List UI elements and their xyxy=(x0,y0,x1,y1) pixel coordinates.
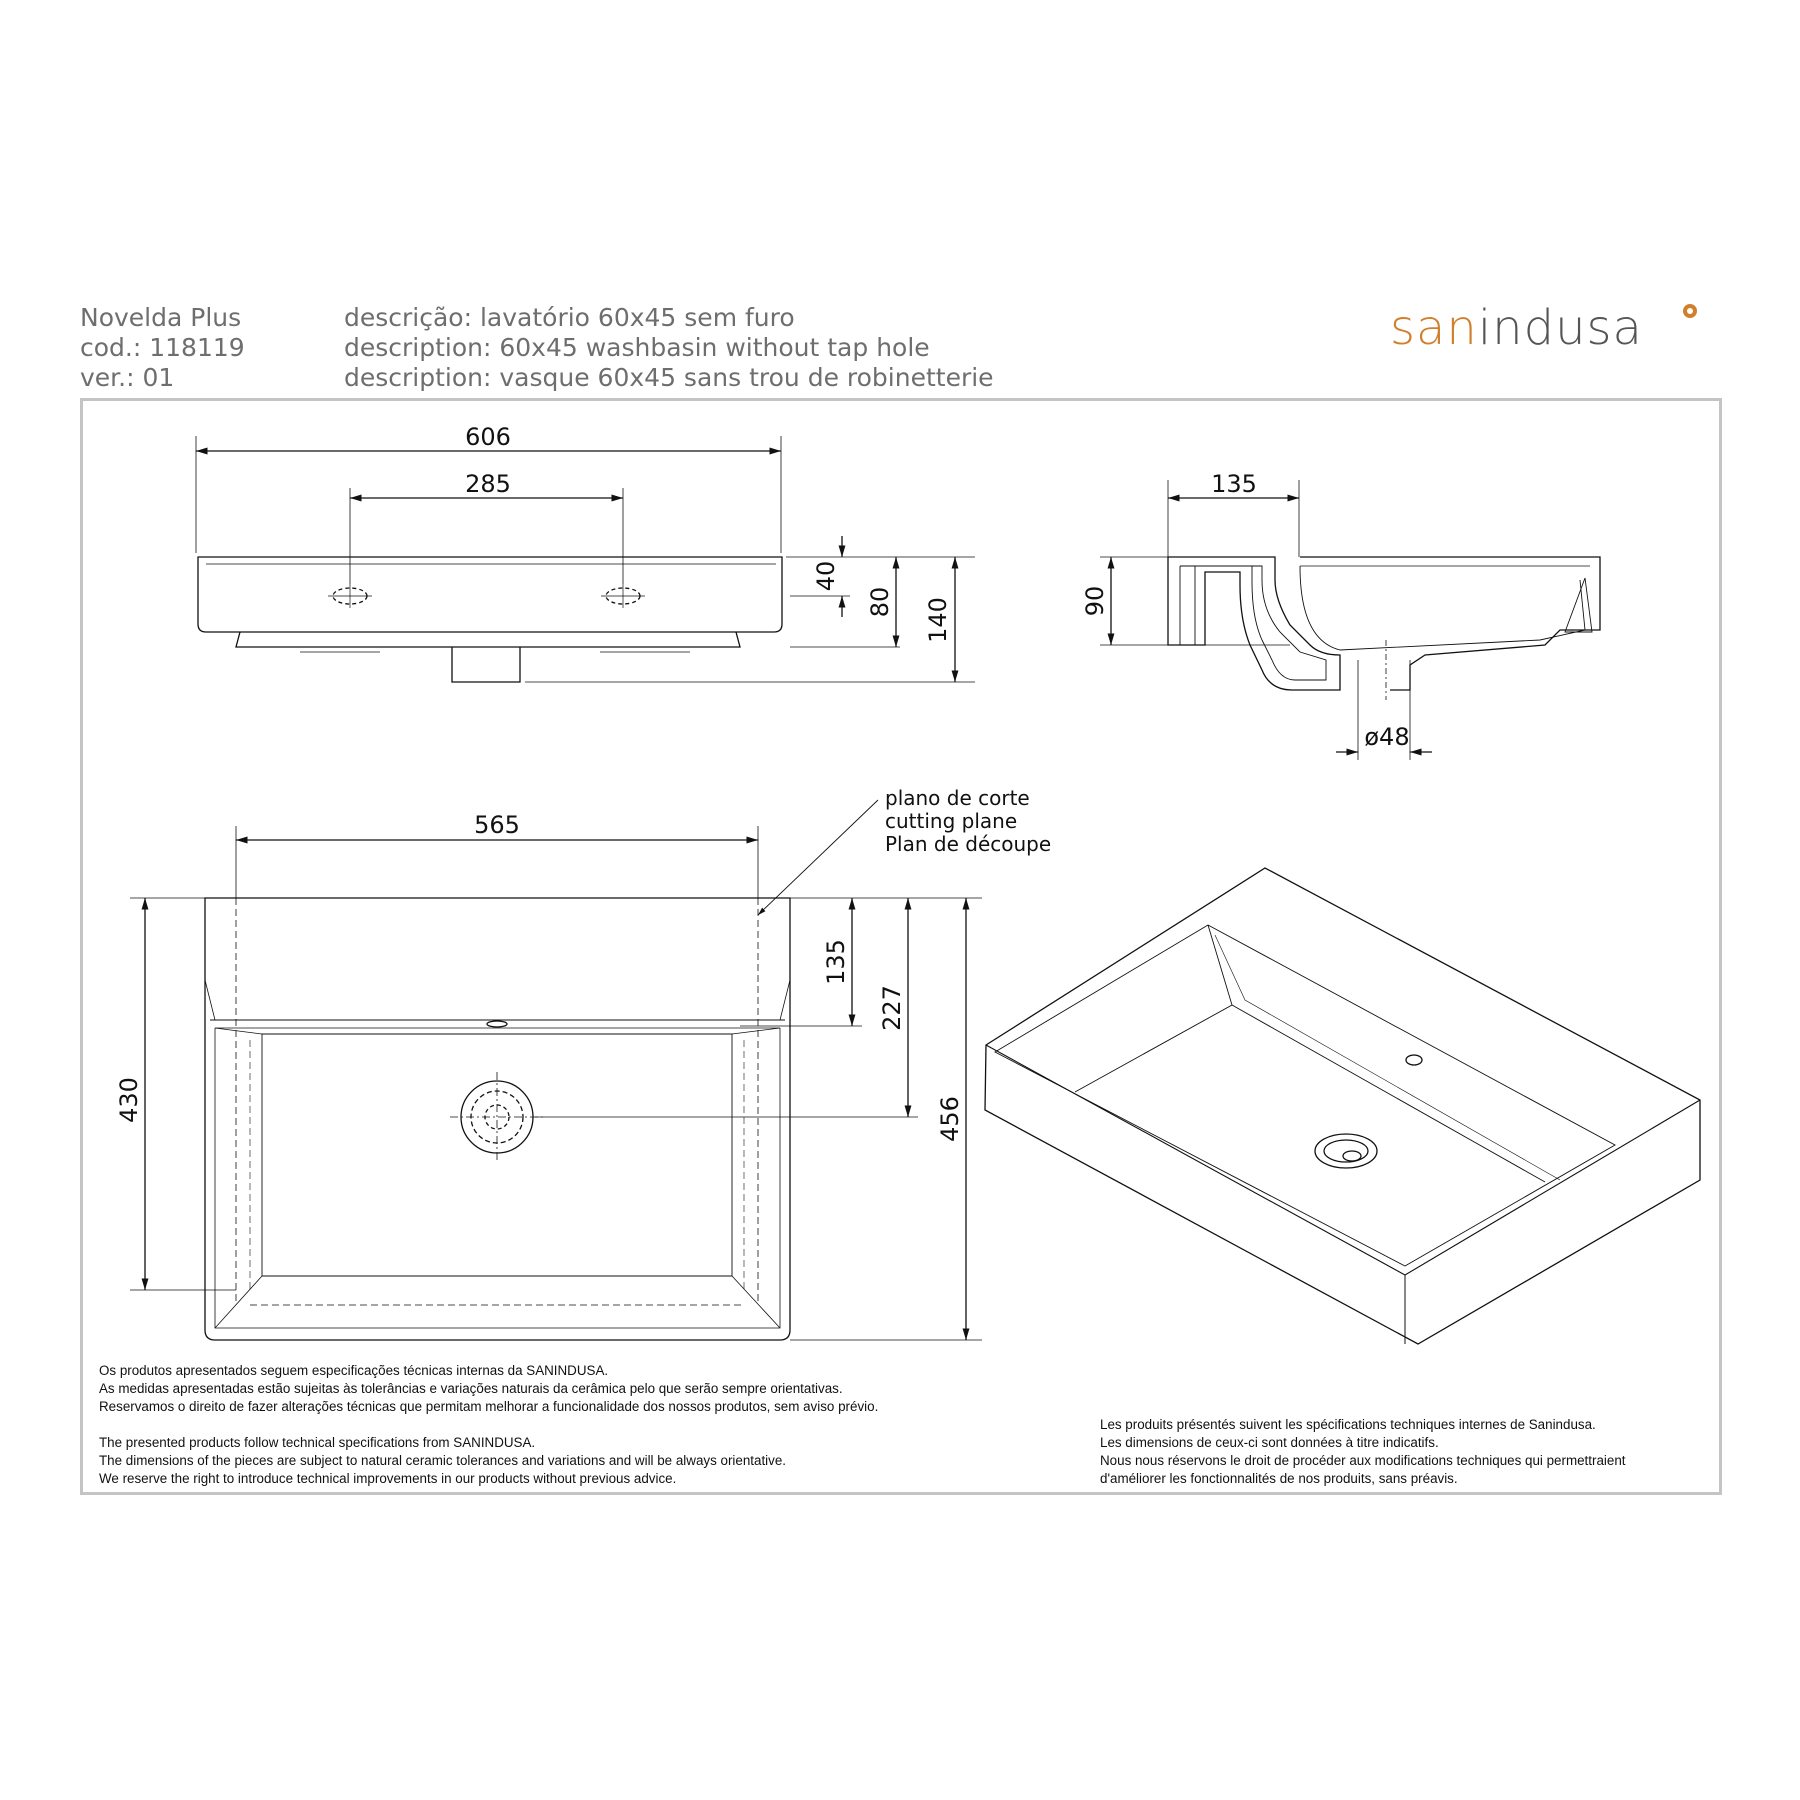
dim-80: 80 xyxy=(866,586,894,618)
dim-285: 285 xyxy=(465,470,511,498)
note-line: d'améliorer les fonctionnalités de nos produits, sans préavis. xyxy=(1100,1471,1458,1486)
dim-40: 40 xyxy=(812,560,840,592)
notes-en xyxy=(99,1434,786,1488)
dim-565: 565 xyxy=(474,811,520,839)
top-view xyxy=(130,800,982,1340)
note-line: Reservamos o direito de fazer alterações técnicas que permitam melhorar a funcionalidade dos nossos produtos, sem aviso prévio. xyxy=(99,1399,879,1414)
sanindusa-logo: sanindusa xyxy=(1390,300,1643,356)
note-line: The dimensions of the pieces are subject to natural ceramic tolerances and variations and will be always orientative. xyxy=(99,1453,787,1468)
side-section-view xyxy=(1100,480,1600,760)
description-fr: description: vasque 60x45 sans trou de robinetterie xyxy=(344,363,994,392)
dim-430: 430 xyxy=(115,1077,143,1123)
dim-606: 606 xyxy=(465,423,511,451)
note-line: Os produtos apresentados seguem especificações técnicas internas da SANINDUSA. xyxy=(99,1363,609,1378)
cutting-plane-en: cutting plane xyxy=(885,809,1018,833)
dim-140: 140 xyxy=(924,597,952,643)
dim-456: 456 xyxy=(936,1096,964,1142)
dim-135-top: 135 xyxy=(822,939,850,985)
note-line: Nous nous réservons le droit de procéder aux modifications techniques qui permettraient xyxy=(1100,1453,1626,1468)
cutting-plane-label xyxy=(885,787,1051,856)
note-line: Les produits présentés suivent les spécifications techniques internes de Sanindusa. xyxy=(1100,1417,1596,1432)
note-line: As medidas apresentadas estão sujeitas às tolerâncias e variações naturais da cerâmica pelo que serão sempre orientativas. xyxy=(99,1381,843,1396)
cutting-plane-pt: plano de corte xyxy=(885,786,1030,810)
notes-pt xyxy=(99,1362,878,1416)
product-name: Novelda Plus xyxy=(80,303,242,332)
dim-drain-diameter: ø48 xyxy=(1364,723,1410,751)
description-pt: descrição: lavatório 60x45 sem furo xyxy=(344,303,795,332)
product-code: cod.: 118119 xyxy=(80,333,245,362)
dim-227: 227 xyxy=(878,985,906,1031)
note-line: The presented products follow technical specifications from SANINDUSA. xyxy=(99,1435,536,1450)
note-line: Les dimensions de ceux-ci sont données à titre indicatifs. xyxy=(1100,1435,1439,1450)
notes-fr xyxy=(1100,1416,1626,1488)
isometric-view xyxy=(985,868,1700,1344)
note-line: We reserve the right to introduce technical improvements in our products without previous advice. xyxy=(99,1471,677,1486)
cutting-plane-fr: Plan de découpe xyxy=(885,832,1052,856)
product-version: ver.: 01 xyxy=(80,363,175,392)
dim-90: 90 xyxy=(1081,585,1109,617)
description-en: description: 60x45 washbasin without tap hole xyxy=(344,333,930,362)
front-view xyxy=(196,436,975,682)
dim-135-side: 135 xyxy=(1211,470,1257,498)
